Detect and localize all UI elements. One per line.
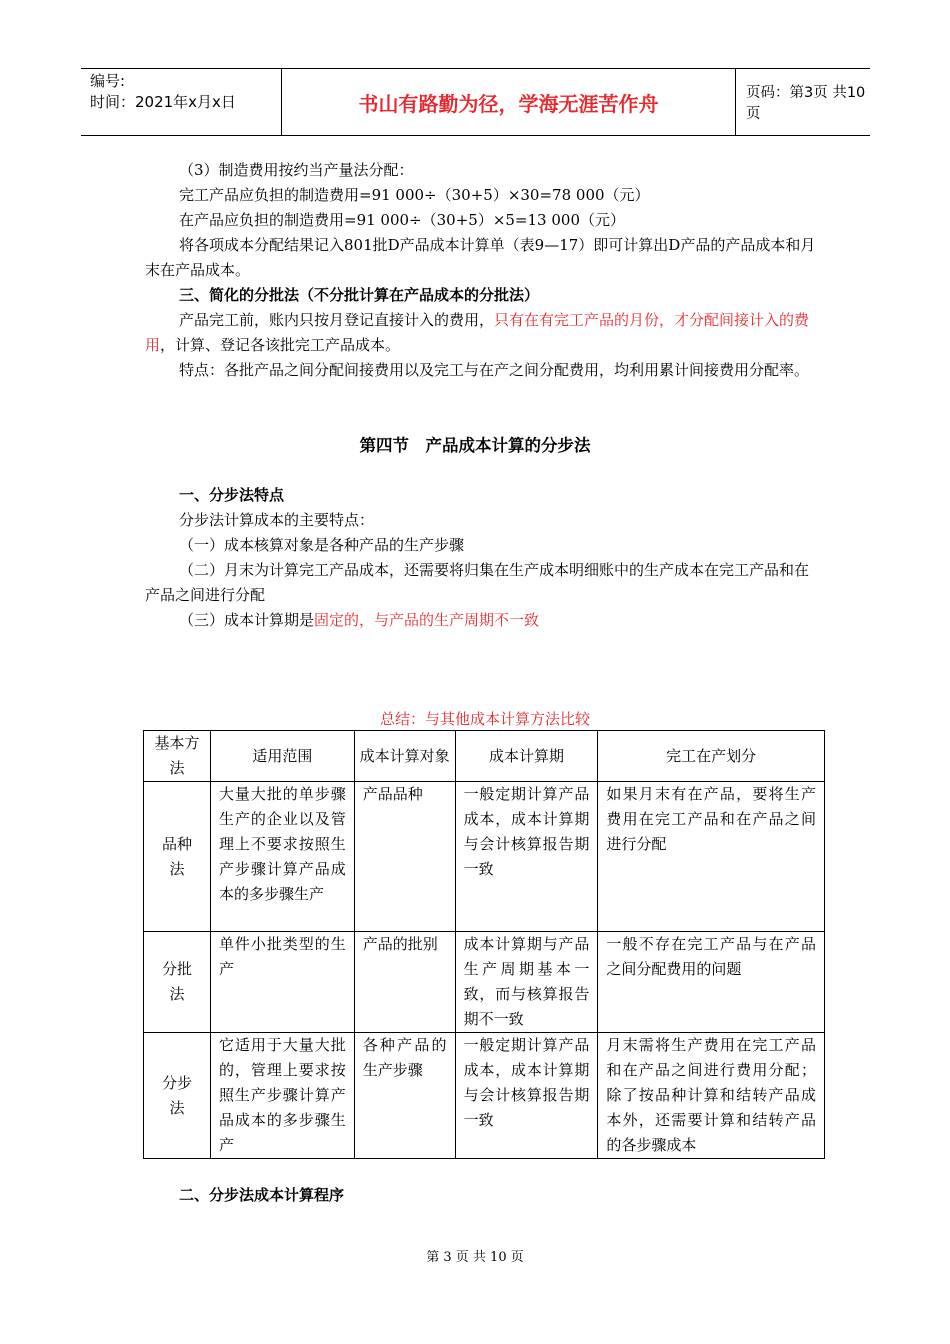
table-cell: 如果月末有在产品，要将生产费用在完工产品和在产品之间进行分配 — [598, 782, 825, 932]
document-number-label: 编号: — [90, 72, 126, 90]
paragraph-record-note: 将各项成本分配结果记入801批D产品成本计算单（表9—17）即可计算出D产品的产品成本和月末在产品成本。 — [145, 236, 816, 279]
table-cell: 单件小批类型的生产 — [210, 932, 354, 1033]
heading-simplified-batch: 三、简化的分批法（不分批计算在产品成本的分批法） — [179, 286, 540, 304]
paragraph-point3 — [145, 608, 817, 633]
text-point3-highlight: 固定的，与产品的生产周期不一致 — [314, 611, 540, 629]
page-footer: 第 3 页 共 10 页 — [426, 1250, 524, 1265]
header-cell-scope: 适用范围 — [210, 731, 354, 782]
table-cell: 各种产品的生产步骤 — [354, 1033, 455, 1159]
header-page-number: 页码：第3页 共10页 — [746, 85, 866, 122]
paragraph-finished-calc: 完工产品应负担的制造费用=91 000÷（30+5）×30=78 000（元） — [179, 186, 650, 204]
text-simplified-a: 产品完工前，账内只按月登记直接计入的费用， — [179, 311, 495, 329]
paragraph-point2: （二）月末为计算完工产品成本，还需要将归集在生产成本明细账中的生产成本在完工产品和在产品之间进行分配 — [145, 561, 810, 604]
text-simplified-highlight: 只有在有完工产品的月份，才分配间接计入的费用 — [145, 311, 810, 354]
text-simplified-b: ，计算、登记各该批完工产品成本。 — [160, 336, 401, 354]
table-caption: 总结：与其他成本计算方法比较 — [379, 710, 590, 728]
comparison-table — [143, 730, 825, 1159]
section-title: 第四节 产品成本计算的分步法 — [359, 436, 591, 455]
header-motto: 书山有路勤为径，学海无涯苦作舟 — [281, 69, 736, 135]
table-cell: 一般定期计算产品成本，成本计算期与会计核算报告期一致 — [455, 782, 598, 932]
table-cell: 一般不存在完工产品与在产品之间分配费用的问题 — [598, 932, 825, 1033]
table-cell: 一般定期计算产品成本，成本计算期与会计核算报告期一致 — [455, 1033, 598, 1159]
header-cell-object: 成本计算对象 — [354, 731, 455, 782]
paragraph-simplified — [145, 308, 817, 358]
header-cell-period: 成本计算期 — [455, 731, 598, 782]
table-cell: 品种法 — [144, 782, 211, 932]
document-time: 时间：2021年x月x日 — [90, 93, 236, 111]
paragraph-item3: （3）制造费用按约当产量法分配： — [179, 161, 414, 179]
procedure-section — [145, 1183, 817, 1208]
table-row — [144, 1033, 825, 1159]
header-cell-division: 完工在产划分 — [598, 731, 825, 782]
page-header — [81, 68, 870, 136]
table-cell: 产品的批别 — [354, 932, 455, 1033]
table-row — [144, 782, 825, 932]
table-header-row — [144, 731, 825, 782]
paragraph-point1: （一）成本核算对象是各种产品的生产步骤 — [179, 536, 465, 554]
table-cell: 成本计算期与产品生产周期基本一致，而与核算报告期不一致 — [455, 932, 598, 1033]
header-meta — [81, 69, 281, 135]
table-cell: 它适用于大量大批的，管理上要求按照生产步骤计算产品成本的多步骤生产 — [210, 1033, 354, 1159]
table-row — [144, 932, 825, 1033]
table-cell: 分步法 — [144, 1033, 211, 1159]
table-cell: 月末需将生产费用在完工产品和在产品之间进行费用分配；除了按品种计算和结转产品成本外，还需要计算和结转产品的各步骤成本 — [598, 1033, 825, 1159]
paragraph-intro: 分步法计算成本的主要特点： — [179, 511, 375, 529]
header-cell-method: 基本方法 — [144, 731, 211, 782]
table-cell: 产品品种 — [354, 782, 455, 932]
table-cell: 分批法 — [144, 932, 211, 1033]
paragraph-feature: 特点：各批产品之间分配间接费用以及完工与在产之间分配费用，均利用累计间接费用分配率。 — [179, 361, 810, 379]
paragraph-wip-calc: 在产品应负担的制造费用=91 000÷（30+5）×5=13 000（元） — [179, 211, 625, 229]
text-point3-a: （三）成本计算期是 — [179, 611, 315, 629]
table-cell: 大量大批的单步骤生产的企业以及管理上不要求按照生产步骤计算产品成本的多步骤生产 — [210, 782, 354, 932]
step-method-section — [145, 483, 817, 633]
heading-step-features: 一、分步法特点 — [179, 486, 285, 504]
heading-step-procedure: 二、分步法成本计算程序 — [179, 1186, 345, 1204]
batch-method-section — [145, 158, 817, 383]
